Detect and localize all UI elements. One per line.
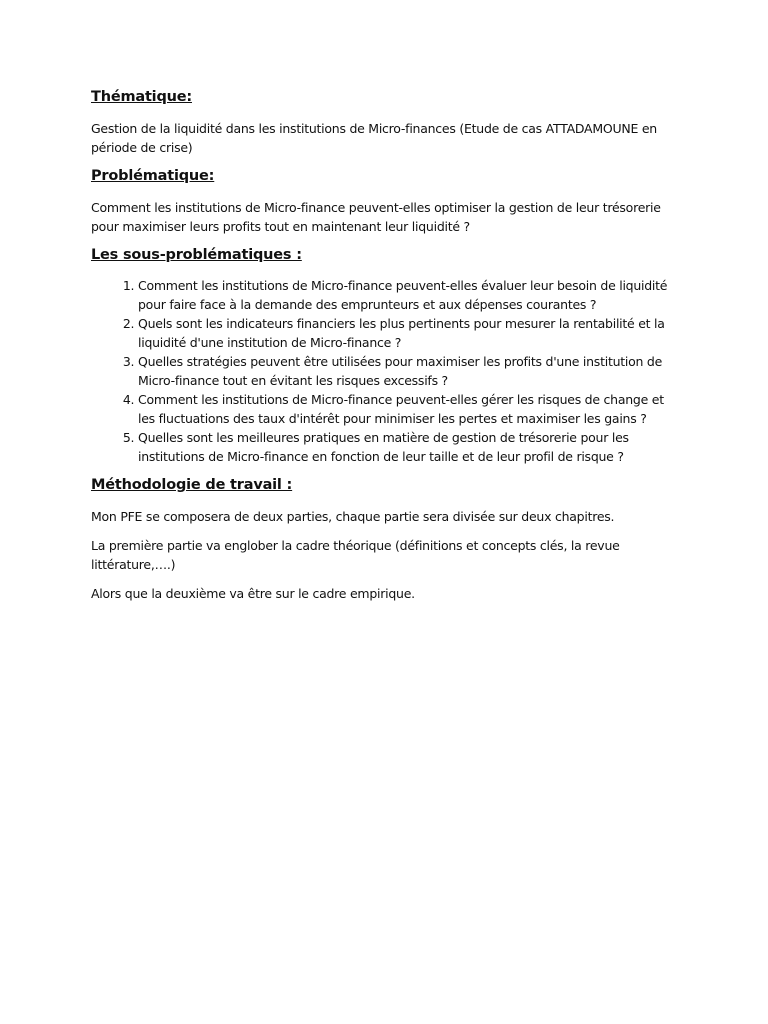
problematique-text: Comment les institutions de Micro-finance peuvent-elles optimiser la gestion de leur trésorerie pour maximiser leurs profits tout en maintenant leur liquidité ? <box>91 200 661 234</box>
list-item: 1. Comment les institutions de Micro-finance peuvent-elles évaluer leur besoin de liquidité pour faire face à la demande des emprunteurs et aux dépenses courantes ? <box>138 276 681 314</box>
methodologie-paragraph: La première partie va englober la cadre théorique (définitions et concepts clés, la revue littérature,….) <box>91 538 620 572</box>
document-page <box>91 86 681 603</box>
heading-methodologie: Méthodologie de travail : <box>91 477 293 493</box>
list-item: 2. Quels sont les indicateurs financiers les plus pertinents pour mesurer la rentabilité et la liquidité d'une institution de Micro-finance ? <box>138 314 681 352</box>
heading-sous-problematiques: Les sous-problématiques : <box>91 247 302 263</box>
methodologie-paragraph: Alors que la deuxième va être sur le cadre empirique. <box>91 586 415 601</box>
heading-problematique: Problématique: <box>91 168 215 184</box>
methodologie-paragraph: Mon PFE se composera de deux parties, chaque partie sera divisée sur deux chapitres. <box>91 509 615 524</box>
thematique-text: Gestion de la liquidité dans les institutions de Micro-finances (Etude de cas ATTADAMOUNE en période de crise) <box>91 121 657 155</box>
heading-thematique: Thématique: <box>91 89 192 105</box>
sous-problematiques-list <box>91 276 681 466</box>
list-item: 3. Quelles stratégies peuvent être utilisées pour maximiser les profits d'une institution de Micro-finance tout en évitant les risques excessifs ? <box>138 352 681 390</box>
list-item: 5. Quelles sont les meilleures pratiques en matière de gestion de trésorerie pour les institutions de Micro-finance en fonction de leur taille et de leur profil de risque ? <box>138 428 681 466</box>
list-item: 4. Comment les institutions de Micro-finance peuvent-elles gérer les risques de change et les fluctuations des taux d'intérêt pour minimiser les pertes et maximiser les gains ? <box>138 390 681 428</box>
